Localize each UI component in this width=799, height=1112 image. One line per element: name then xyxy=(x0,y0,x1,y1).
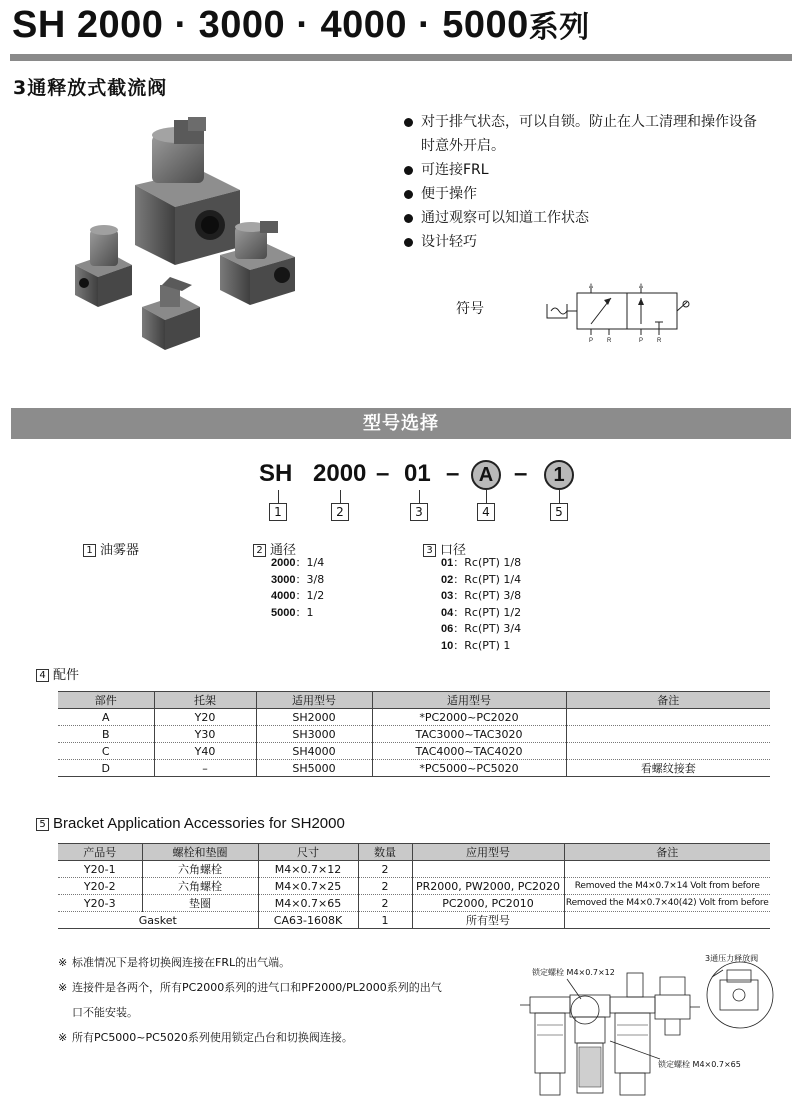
table-row xyxy=(58,709,770,726)
column-header: 螺栓和垫圈 xyxy=(142,844,258,861)
page-subtitle: 3通释放式截流阀 xyxy=(13,77,168,99)
table-cell: D xyxy=(58,760,154,777)
option-port-item: 03：Rc(PT) 3/8 xyxy=(441,589,522,602)
table-cell: M4×0.7×12 xyxy=(258,861,358,878)
page-title: SH 2000 · 3000 · 4000 · 5000系列 xyxy=(12,4,590,46)
table-cell: Y30 xyxy=(154,726,256,743)
code-box-4: 4 xyxy=(477,503,495,521)
port-a-label: A xyxy=(589,284,594,290)
note-item: ※ 连接件是各两个，所有PC2000系列的进气口和PF2000/PL2000系列的出气 xyxy=(58,981,442,994)
column-header: 应用型号 xyxy=(412,844,564,861)
column-header: 适用型号 xyxy=(256,692,372,709)
code-box-2: 2 xyxy=(331,503,349,521)
table-cell: B xyxy=(58,726,154,743)
table-row xyxy=(58,861,770,878)
option-port-item: 10：Rc(PT) 1 xyxy=(441,638,511,652)
model-code-option: 1 xyxy=(544,460,574,490)
connector-line xyxy=(419,490,420,503)
symbol-label: 符号 xyxy=(456,301,484,317)
table-cell: Y40 xyxy=(154,743,256,760)
column-header: 数量 xyxy=(358,844,412,861)
feature-item: 便于操作 xyxy=(404,182,764,206)
note-item: ※ 标准情况下是将切换阀连接在FRL的出气端。 xyxy=(58,956,291,969)
connector-line xyxy=(559,490,560,503)
column-header: 托架 xyxy=(154,692,256,709)
table-cell: 六角螺栓 xyxy=(142,861,258,878)
option-port-item: 01：Rc(PT) 1/8 xyxy=(441,556,522,569)
table-cell: M4×0.7×25 xyxy=(258,878,358,895)
table-cell: 2 xyxy=(358,861,412,878)
option-port-item: 06：Rc(PT) 3/4 xyxy=(441,622,522,635)
option-size-list xyxy=(271,555,324,621)
table-cell: 所有型号 xyxy=(412,912,564,929)
table-cell: Gasket xyxy=(58,912,258,929)
feature-item: 通过观察可以知道工作状态 xyxy=(404,206,764,230)
accessories-heading: 4 配件 xyxy=(36,664,79,683)
model-code-series: SH xyxy=(259,460,293,487)
table-cell: Y20 xyxy=(154,709,256,726)
port-a-label: A xyxy=(639,284,644,290)
option-port-item: 02：Rc(PT) 1/4 xyxy=(441,572,522,586)
model-code-size: 2000 xyxy=(313,460,367,487)
table-cell: 2 xyxy=(358,895,412,912)
model-code-dash: – xyxy=(514,460,528,487)
connector-line xyxy=(486,490,487,503)
option-port-heading: 3 口径 xyxy=(423,539,466,558)
small-valve-left-image xyxy=(75,225,132,307)
option-lubricator-heading: 1 油雾器 xyxy=(83,539,139,558)
option-size-item: 3000：3/8 xyxy=(271,572,325,586)
notes xyxy=(58,950,442,1050)
diagram-label-bolt-top: 锁定螺栓 M4×0.7×12 xyxy=(532,968,615,977)
table-row xyxy=(58,743,770,760)
code-box-5: 5 xyxy=(550,503,568,521)
table-cell: TAC4000~TAC4020 xyxy=(372,743,566,760)
table-cell xyxy=(412,861,564,878)
option-size-item: 5000：1 xyxy=(271,605,314,619)
connector-line xyxy=(340,490,341,503)
table-cell: 1 xyxy=(358,912,412,929)
large-valve-image xyxy=(135,117,240,265)
table-cell: Y20-2 xyxy=(58,878,142,895)
feature-item: 对于排气状态，可以自锁。防止在人工清理和操作设备时意外开启。 xyxy=(404,110,764,158)
option-size-item: 2000：1/4 xyxy=(271,556,325,569)
table-cell: 六角螺栓 xyxy=(142,878,258,895)
table-cell: Y20-1 xyxy=(58,861,142,878)
table-row xyxy=(58,726,770,743)
table-header-row xyxy=(58,844,770,861)
note-item: ※ 所有PC5000~PC5020系列使用锁定凸台和切换阀连接。 xyxy=(58,1031,353,1044)
code-box-1: 1 xyxy=(269,503,287,521)
assembly-diagram xyxy=(515,955,785,1110)
product-photo xyxy=(70,115,350,355)
feature-list xyxy=(404,110,764,254)
table-cell: SH2000 xyxy=(256,709,372,726)
bracket-table xyxy=(58,843,770,929)
model-code-accessory: A xyxy=(471,460,501,490)
table-cell: Y20-3 xyxy=(58,895,142,912)
table-row xyxy=(58,912,770,929)
table-row xyxy=(58,878,770,895)
table-cell: 2 xyxy=(358,878,412,895)
option-port-item: 04：Rc(PT) 1/2 xyxy=(441,605,522,619)
table-cell: SH5000 xyxy=(256,760,372,777)
table-cell: A xyxy=(58,709,154,726)
table-cell: 垫圈 xyxy=(142,895,258,912)
table-header-row xyxy=(58,692,770,709)
code-box-3: 3 xyxy=(410,503,428,521)
table-cell: *PC2000~PC2020 xyxy=(372,709,566,726)
table-cell: C xyxy=(58,743,154,760)
detail-circle xyxy=(707,962,773,1028)
accessories-table xyxy=(58,691,770,777)
table-cell xyxy=(564,912,770,929)
column-header: 尺寸 xyxy=(258,844,358,861)
column-header: 产品号 xyxy=(58,844,142,861)
port-r-label: R xyxy=(607,338,612,344)
connector-line xyxy=(278,490,279,503)
diagram-label-valve: 3通压力释放阀 xyxy=(705,954,759,963)
table-cell: Removed the M4×0.7×40(42) Volt from before xyxy=(564,895,770,912)
column-header: 备注 xyxy=(564,844,770,861)
small-valve-bottom-image xyxy=(142,277,200,350)
feature-item: 可连接FRL xyxy=(404,158,764,182)
table-cell xyxy=(566,709,770,726)
model-code-dash: – xyxy=(446,460,460,487)
diagram-label-bolt-bottom: 锁定螺栓 M4×0.7×65 xyxy=(658,1060,741,1069)
table-cell: SH3000 xyxy=(256,726,372,743)
table-cell: *PC5000~PC5020 xyxy=(372,760,566,777)
table-cell xyxy=(566,726,770,743)
column-header: 适用型号 xyxy=(372,692,566,709)
option-size-item: 4000：1/2 xyxy=(271,589,325,602)
table-cell: PR2000, PW2000, PC2020 xyxy=(412,878,564,895)
column-header: 部件 xyxy=(58,692,154,709)
feature-item: 设计轻巧 xyxy=(404,230,764,254)
model-code-port: 01 xyxy=(404,460,431,487)
column-header: 备注 xyxy=(566,692,770,709)
table-cell: SH4000 xyxy=(256,743,372,760)
table-cell: – xyxy=(154,760,256,777)
section-header: 型号选择 xyxy=(11,408,791,439)
option-port-list xyxy=(441,555,521,654)
table-row xyxy=(58,895,770,912)
table-cell xyxy=(564,861,770,878)
option-size-heading: 2 通径 xyxy=(253,539,296,558)
table-cell: PC2000, PC2010 xyxy=(412,895,564,912)
note-item: 口不能安装。 xyxy=(72,1006,138,1019)
port-r-label: R xyxy=(657,338,662,344)
table-cell: 看螺纹接套 xyxy=(566,760,770,777)
port-p-label: P xyxy=(639,338,644,344)
port-p-label: P xyxy=(589,338,594,344)
table-cell: CA63-1608K xyxy=(258,912,358,929)
table-cell: TAC3000~TAC3020 xyxy=(372,726,566,743)
table-cell: Removed the M4×0.7×14 Volt from before xyxy=(564,878,770,895)
table-row xyxy=(58,760,770,777)
table-cell xyxy=(566,743,770,760)
title-divider xyxy=(10,54,792,61)
bracket-heading: 5 Bracket Application Accessories for SH2000 xyxy=(36,815,345,832)
valve-symbol-icon xyxy=(545,282,690,344)
table-cell: M4×0.7×65 xyxy=(258,895,358,912)
model-code-dash: – xyxy=(376,460,390,487)
